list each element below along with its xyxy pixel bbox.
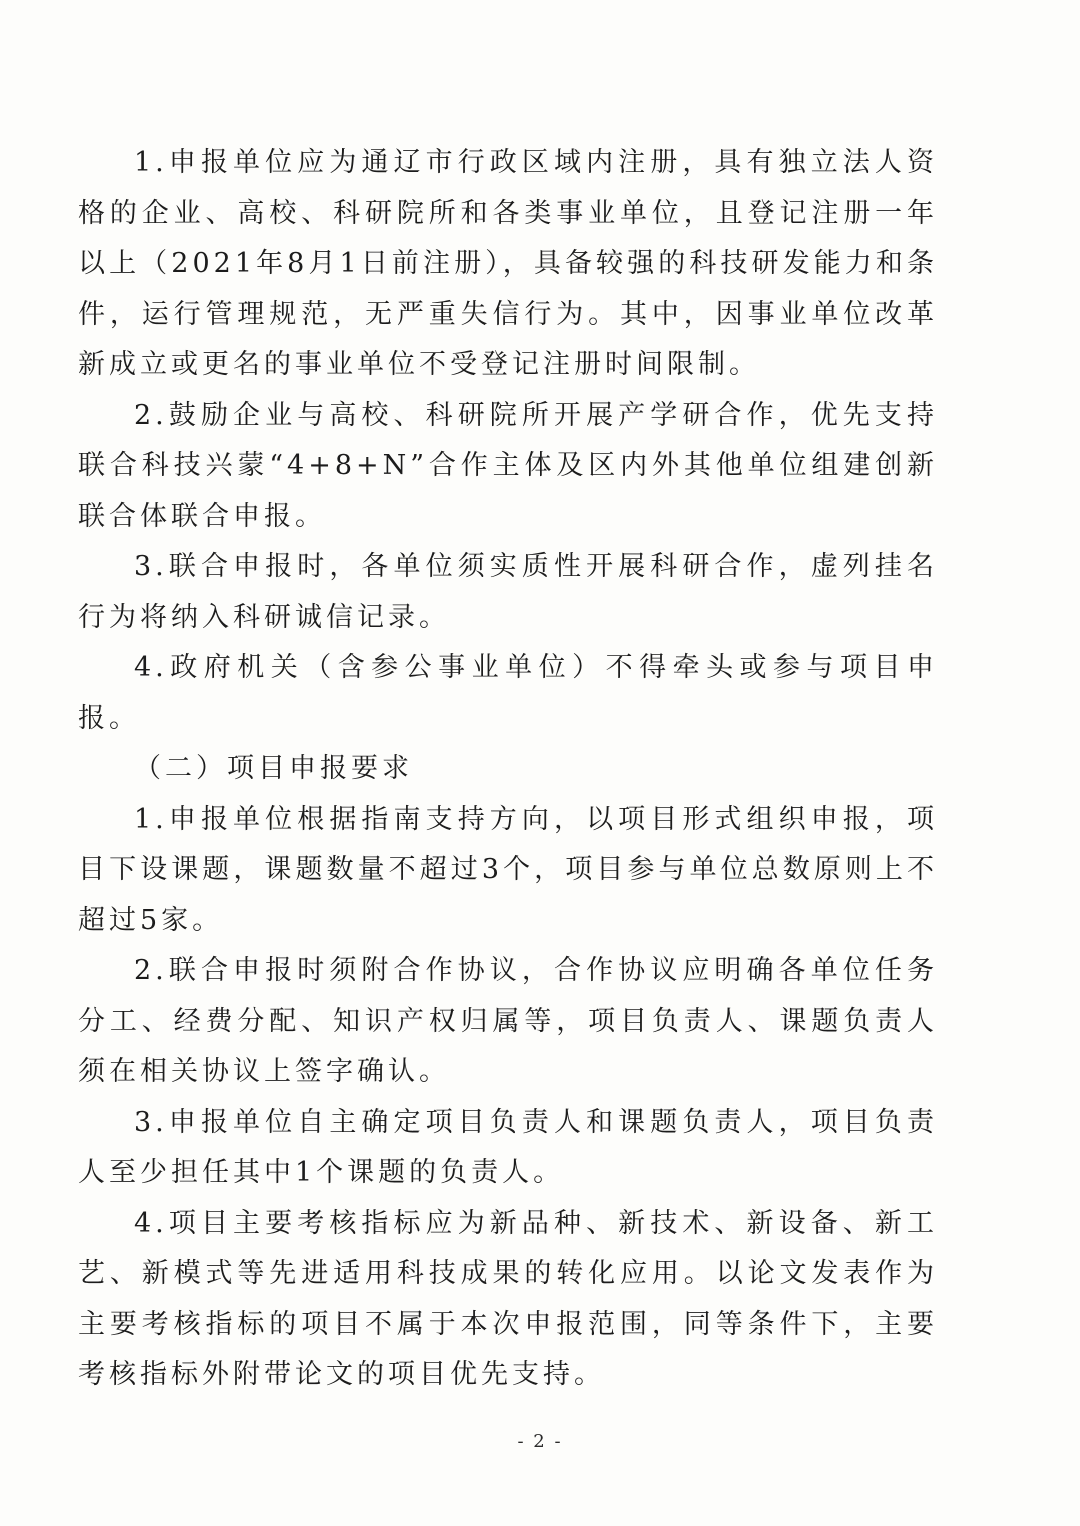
paragraph-assessment-indicators: 4.项目主要考核指标应为新品种、新技术、新设备、新工艺、新模式等先进适用科技成果的转化应用。以论文发表作为主要考核指标的项目不属于本次申报范围，同等条件下，主要考核指标外附带论文的项目优先支持。	[78, 1207, 938, 1390]
paragraph-joint-application-integrity: 3.联合申报时，各单位须实质性开展科研合作，虚列挂名行为将纳入科研诚信记录。	[78, 551, 938, 633]
paragraph-project-leader: 3.申报单位自主确定项目负责人和课题负责人，项目负责人至少担任其中1个课题的负责人。	[78, 1106, 938, 1188]
paragraph-government-exclusion: 4.政府机关（含参公事业单位）不得牵头或参与项目申报。	[78, 652, 938, 734]
paragraph-industry-university-cooperation: 2.鼓励企业与高校、科研院所开展产学研合作，优先支持联合科技兴蒙“4+8+N”合作主体及区内外其他单位组建创新联合体联合申报。	[78, 399, 938, 532]
section-heading-project-requirements: （二）项目申报要求	[134, 753, 413, 784]
paragraph-cooperation-agreement: 2.联合申报时须附合作协议，合作协议应明确各单位任务分工、经费分配、知识产权归属等，项目负责人、课题负责人须在相关协议上签字确认。	[78, 955, 938, 1087]
paragraph-applicant-eligibility: 1.申报单位应为通辽市行政区域内注册，具有独立法人资格的企业、高校、科研院所和各类事业单位，且登记注册一年以上（2021年8月1日前注册），具备较强的科技研发能力和条件，运行管理规范，无严重失信行为。其中，因事业单位改革新成立或更名的事业单位不受登记注册时间限制。	[78, 147, 938, 380]
paragraph-project-structure: 1.申报单位根据指南支持方向，以项目形式组织申报，项目下设课题，课题数量不超过3个，项目参与单位总数原则上不超过5家。	[78, 803, 938, 936]
page-number: - 2 -	[517, 1431, 563, 1452]
document-body	[78, 138, 938, 1401]
